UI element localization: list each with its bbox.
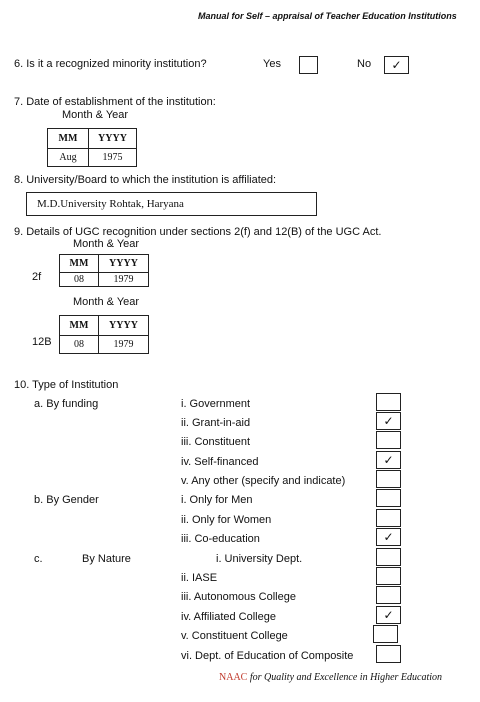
q9-question: 9. Details of UGC recognition under sections 2(f) and 12(B) of the UGC Act. <box>14 226 382 238</box>
funding-option-label: v. Any other (specify and indicate) <box>181 475 346 487</box>
q6-no-label: No <box>357 58 372 70</box>
naac-label: NAAC <box>219 672 248 683</box>
q7-mm-header: MM <box>48 129 89 149</box>
gender-option-label: ii. Only for Women <box>181 514 272 526</box>
nature-option-label: i. University Dept. <box>216 553 303 565</box>
by-funding-label: a. By funding <box>34 398 99 410</box>
q7-question: 7. Date of establishment of the institution: <box>14 96 216 108</box>
funding-option-checkbox[interactable] <box>376 412 401 430</box>
q9-12b-month: 08 <box>60 336 99 354</box>
funding-option-checkbox[interactable] <box>376 470 401 488</box>
q7-yyyy-header: YYYY <box>89 129 137 149</box>
q6-no-check: ✓ <box>391 58 402 72</box>
funding-option-checkbox[interactable] <box>376 431 401 449</box>
q10-question: 10. Type of Institution <box>14 379 119 391</box>
q9-2f-label: 2f <box>32 271 42 283</box>
q8-question: 8. University/Board to which the institution is affiliated: <box>14 174 277 186</box>
gender-option-label: i. Only for Men <box>181 494 253 506</box>
q9-12b-mm-header: MM <box>60 316 99 336</box>
nature-option-label: ii. IASE <box>181 572 218 584</box>
gender-option-label: iii. Co-education <box>181 533 260 545</box>
nature-option-checkbox[interactable] <box>376 548 401 566</box>
funding-option-label: iii. Constituent <box>181 436 251 448</box>
q9-2f-date-table <box>59 254 149 287</box>
q7-month: Aug <box>48 149 89 167</box>
q6-no-checkbox[interactable] <box>384 56 409 74</box>
funding-option-label: ii. Grant-in-aid <box>181 417 251 429</box>
nature-option-checkbox[interactable] <box>376 606 401 624</box>
gender-option-checkbox[interactable] <box>376 489 401 507</box>
nature-option-checkbox[interactable] <box>376 645 401 663</box>
q9-12b-year: 1979 <box>99 336 149 354</box>
q7-month-year-label: Month & Year <box>62 109 129 121</box>
q9-12b-label: 12B <box>32 336 52 348</box>
check-mark-icon: ✓ <box>383 453 394 467</box>
q6-yes-label: Yes <box>263 58 281 70</box>
by-nature-label: By Nature <box>82 553 131 565</box>
nature-option-label: v. Constituent College <box>181 630 288 642</box>
by-nature-letter: c. <box>34 553 43 565</box>
q7-year: 1975 <box>89 149 137 167</box>
nature-option-checkbox[interactable] <box>373 625 398 643</box>
q9-12b-date-table <box>59 315 149 354</box>
q8-affiliation-value: M.D.University Rohtak, Haryana <box>37 198 184 210</box>
check-mark-icon: ✓ <box>383 608 394 622</box>
q9-12b-month-year-label: Month & Year <box>73 296 140 308</box>
gender-option-checkbox[interactable] <box>376 509 401 527</box>
by-gender-label: b. By Gender <box>34 494 99 506</box>
footer-text: for Quality and Excellence in Higher Education <box>249 672 443 683</box>
q7-date-table <box>47 128 137 167</box>
funding-option-checkbox[interactable] <box>376 393 401 411</box>
q9-2f-yyyy-header: YYYY <box>99 255 149 273</box>
nature-option-label: iii. Autonomous College <box>181 591 296 603</box>
funding-option-label: iv. Self-financed <box>181 456 259 468</box>
page-header: Manual for Self – appraisal of Teacher Education Institutions <box>198 11 457 21</box>
nature-option-checkbox[interactable] <box>376 567 401 585</box>
q8-affiliation-field <box>26 192 317 216</box>
nature-option-checkbox[interactable] <box>376 586 401 604</box>
q6-question: 6. Is it a recognized minority institution? <box>14 58 207 70</box>
funding-option-label: i. Government <box>181 398 251 410</box>
nature-option-label: iv. Affiliated College <box>181 611 276 623</box>
funding-option-checkbox[interactable] <box>376 451 401 469</box>
q6-yes-checkbox[interactable] <box>299 56 318 74</box>
q9-2f-month: 08 <box>60 273 99 287</box>
gender-option-checkbox[interactable] <box>376 528 401 546</box>
check-mark-icon: ✓ <box>383 530 394 544</box>
nature-option-label: vi. Dept. of Education of Composite <box>181 650 354 662</box>
q9-2f-month-year-label: Month & Year <box>73 238 140 250</box>
q9-2f-mm-header: MM <box>60 255 99 273</box>
check-mark-icon: ✓ <box>383 414 394 428</box>
q9-12b-yyyy-header: YYYY <box>99 316 149 336</box>
q9-2f-year: 1979 <box>99 273 149 287</box>
footer-tagline <box>219 672 442 683</box>
